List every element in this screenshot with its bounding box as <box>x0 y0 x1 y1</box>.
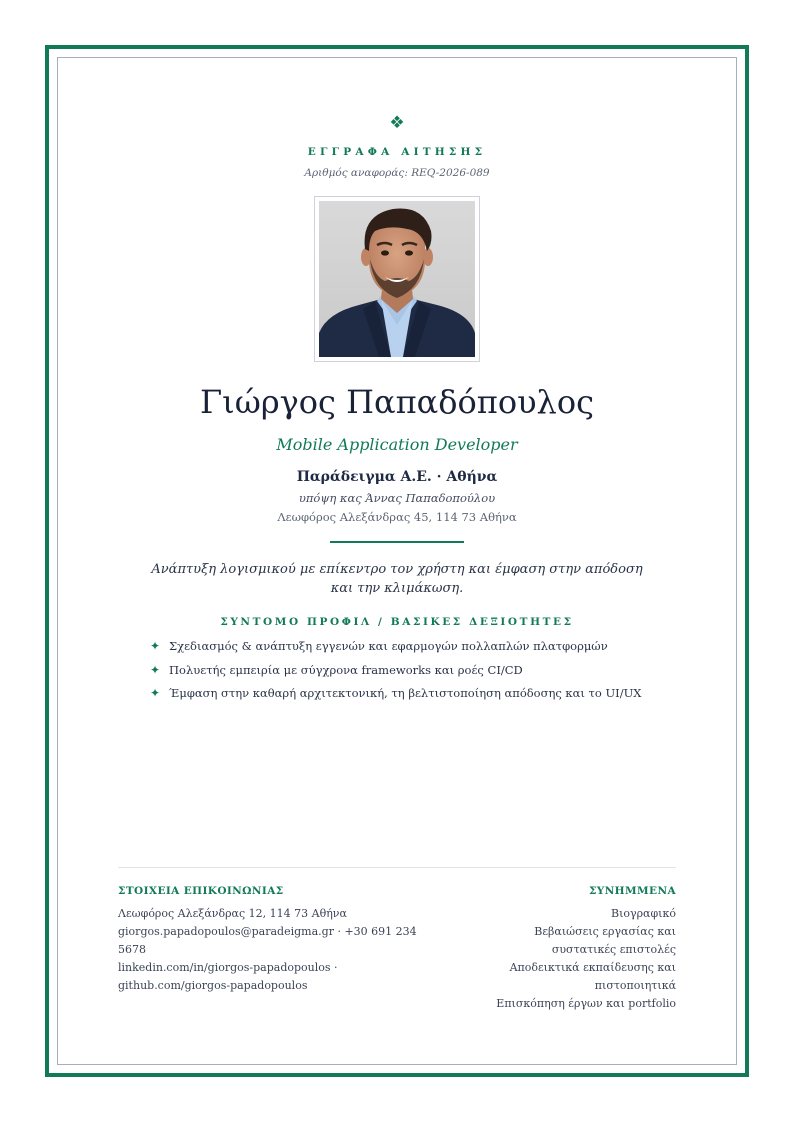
skills-list <box>150 638 670 709</box>
attachment-item: Βιογραφικό <box>610 907 676 920</box>
recipient-company: Παράδειγμα Α.Ε. · Αθήνα <box>296 469 498 485</box>
candidate-name: Γιώργος Παπαδόπουλος <box>199 383 595 421</box>
profile-photo <box>319 201 475 357</box>
reference-number: Αριθμός αναφοράς: REQ-2026-089 <box>304 167 490 179</box>
contact-email-phone: giorgos.papadopoulos@paradeigma.gr · +30 691 234 5678 <box>118 925 417 956</box>
skill-text: Σχεδιασμός & ανάπτυξη εγγενών και εφαρμογών πολλαπλών πλατφορμών <box>169 639 608 653</box>
skills-heading: ΣΥΝΤΟΜΟ ΠΡΟΦΙΛ / ΒΑΣΙΚΕΣ ΔΕΞΙΟΤΗΤΕΣ <box>220 616 574 628</box>
footer-divider <box>118 867 676 868</box>
section-divider <box>330 541 464 543</box>
sparkle-bullet-icon: ✦ <box>150 686 161 700</box>
contact-address: Λεωφόρος Αλεξάνδρας 12, 114 73 Αθήνα <box>118 907 347 920</box>
profile-photo-frame <box>314 196 480 362</box>
attachment-item: Αποδεικτικά εκπαίδευσης και πιστοποιητικά <box>509 961 676 992</box>
document-label: ΕΓΓΡΑΦΑ ΑΙΤΗΣΗΣ <box>307 146 487 158</box>
contact-heading: ΣΤΟΙΧΕΙΑ ΕΠΙΚΟΙΝΩΝΙΑΣ <box>118 885 284 897</box>
attachment-item: Επισκόπηση έργων και portfolio <box>496 997 676 1010</box>
recipient-address: Λεωφόρος Αλεξάνδρας 45, 114 73 Αθήνα <box>277 510 517 524</box>
contact-section <box>118 883 448 995</box>
list-item <box>150 638 670 654</box>
sparkle-bullet-icon: ✦ <box>150 662 161 677</box>
attachments-heading: ΣΥΝΗΜΜΕΝΑ <box>588 885 676 897</box>
skill-text: Πολυετής εμπειρία με σύγχρονα frameworks και ροές CI/CD <box>169 662 523 677</box>
tagline: Ανάπτυξη λογισμικού με επίκεντρο τον χρήστη και έμφαση στην απόδοση και την κλιμάκωση. <box>151 562 643 596</box>
skill-text: Έμφαση στην καθαρή αρχιτεκτονική, τη βελτιστοποίηση απόδοσης και το UI/UX <box>169 686 642 700</box>
attachment-item: Βεβαιώσεις εργασίας και συστατικές επιστολές <box>534 925 676 956</box>
github-link[interactable]: github.com/giorgos-papadopoulos <box>118 979 308 992</box>
ornament-icon: ❖ <box>389 113 405 133</box>
recipient-attention: υπόψη κας Άννας Παπαδοπούλου <box>298 491 496 505</box>
job-title: Mobile Application Developer <box>276 435 518 454</box>
attachments-section <box>470 883 676 1013</box>
linkedin-link[interactable]: linkedin.com/in/giorgos-papadopoulos · <box>118 961 338 974</box>
sparkle-bullet-icon: ✦ <box>150 639 161 653</box>
list-item <box>150 685 670 701</box>
list-item <box>150 662 670 678</box>
